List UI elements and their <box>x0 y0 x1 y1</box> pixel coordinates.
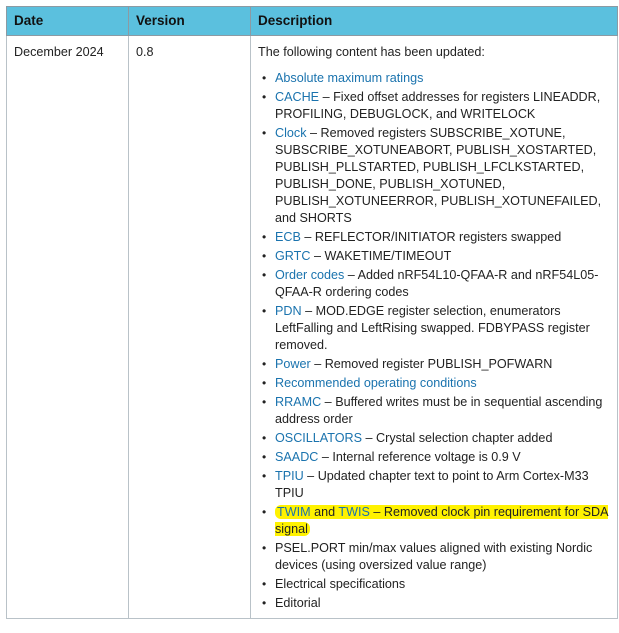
item-text: – Removed clock pin requirement for SDA signal <box>275 505 608 536</box>
item-text: – MOD.EDGE register selection, enumerators LeftFalling and LeftRising swapped. FDBYPASS register removed. <box>275 304 590 352</box>
item-text: and <box>310 505 339 519</box>
link-tpiu[interactable]: TPIU <box>275 469 304 483</box>
item-text: – Internal reference voltage is 0.9 V <box>318 450 521 464</box>
bullet-icon: • <box>262 357 267 371</box>
list-item <box>262 125 610 227</box>
revision-history <box>6 6 617 619</box>
bullet-icon: • <box>262 268 267 282</box>
item-text: – Crystal selection chapter added <box>362 431 553 445</box>
table-header-row <box>7 7 618 36</box>
link-absolute-maximum-ratings[interactable]: Absolute maximum ratings <box>275 71 424 85</box>
bullet-icon: • <box>262 230 267 244</box>
header-date: Date <box>7 7 129 36</box>
link-rramc[interactable]: RRAMC <box>275 395 322 409</box>
link-power[interactable]: Power <box>275 357 311 371</box>
cell-date: December 2024 <box>7 36 129 619</box>
table-row <box>7 36 618 619</box>
list-item <box>262 356 610 373</box>
bullet-icon: • <box>262 126 267 140</box>
list-item <box>262 89 610 123</box>
item-text: – Removed register PUBLISH_POFWARN <box>310 357 553 371</box>
revision-table <box>6 6 618 619</box>
bullet-icon: • <box>262 431 267 445</box>
link-recommended-operating-conditions[interactable]: Recommended operating conditions <box>275 376 477 390</box>
list-item <box>262 468 610 502</box>
link-cache[interactable]: CACHE <box>275 90 320 104</box>
list-item <box>262 595 610 612</box>
link-pdn[interactable]: PDN <box>275 304 302 318</box>
change-list <box>258 70 610 612</box>
item-text: PSEL.PORT min/max values aligned with existing Nordic devices (using oversized value range) <box>275 541 593 572</box>
bullet-icon: • <box>262 577 267 591</box>
bullet-icon: • <box>262 376 267 390</box>
item-text: – WAKETIME/TIMEOUT <box>310 249 452 263</box>
list-item <box>262 229 610 246</box>
list-item <box>262 540 610 574</box>
bullet-icon: • <box>262 596 267 610</box>
bullet-icon: • <box>262 71 267 85</box>
link-twim[interactable]: TWIM <box>277 505 311 519</box>
link-order-codes[interactable]: Order codes <box>275 268 345 282</box>
bullet-icon: • <box>262 249 267 263</box>
cell-description <box>251 36 618 619</box>
link-saadc[interactable]: SAADC <box>275 450 319 464</box>
list-item <box>262 394 610 428</box>
item-text: – Buffered writes must be in sequential ascending address order <box>275 395 603 426</box>
link-ecb[interactable]: ECB <box>275 230 301 244</box>
item-text: – Removed registers SUBSCRIBE_XOTUNE, SUBSCRIBE_XOTUNEABORT, PUBLISH_XOSTARTED, PUBLISH_PLLSTARTED, PUBLISH_LFCLKSTARTED, PUBLISH_DONE, PUBLISH_XOTUNED, PUBLISH_XOTUNEERROR, PUBLISH_XOTUNEFAILED, and SHORTS <box>275 126 602 225</box>
list-item <box>262 267 610 301</box>
description-intro: The following content has been updated: <box>258 45 485 59</box>
bullet-icon: • <box>262 304 267 318</box>
item-text: – Added nRF54L10-QFAA-R and nRF54L05-QFAA-R ordering codes <box>275 268 599 299</box>
item-text: Editorial <box>275 596 321 610</box>
list-item <box>262 375 610 392</box>
link-oscillators[interactable]: OSCILLATORS <box>275 431 363 445</box>
item-text: – Updated chapter text to point to Arm Cortex-M33 TPIU <box>275 469 589 500</box>
link-clock[interactable]: Clock <box>275 126 307 140</box>
list-item <box>262 248 610 265</box>
list-item <box>262 576 610 593</box>
bullet-icon: • <box>262 469 267 483</box>
item-text: – Fixed offset addresses for registers LINEADDR, PROFILING, DEBUGLOCK, and WRITELOCK <box>275 90 601 121</box>
link-twis[interactable]: TWIS <box>338 505 370 519</box>
list-item <box>262 303 610 354</box>
bullet-icon: • <box>262 505 267 519</box>
highlight-marker <box>275 505 608 536</box>
list-item <box>262 70 610 87</box>
item-text: – REFLECTOR/INITIATOR registers swapped <box>300 230 562 244</box>
bullet-icon: • <box>262 541 267 555</box>
bullet-icon: • <box>262 395 267 409</box>
header-version: Version <box>129 7 251 36</box>
link-grtc[interactable]: GRTC <box>275 249 311 263</box>
bullet-icon: • <box>262 450 267 464</box>
cell-version: 0.8 <box>129 36 251 619</box>
list-item <box>262 430 610 447</box>
bullet-icon: • <box>262 90 267 104</box>
header-description: Description <box>251 7 618 36</box>
list-item-highlighted <box>262 504 610 538</box>
list-item <box>262 449 610 466</box>
item-text: Electrical specifications <box>275 577 406 591</box>
